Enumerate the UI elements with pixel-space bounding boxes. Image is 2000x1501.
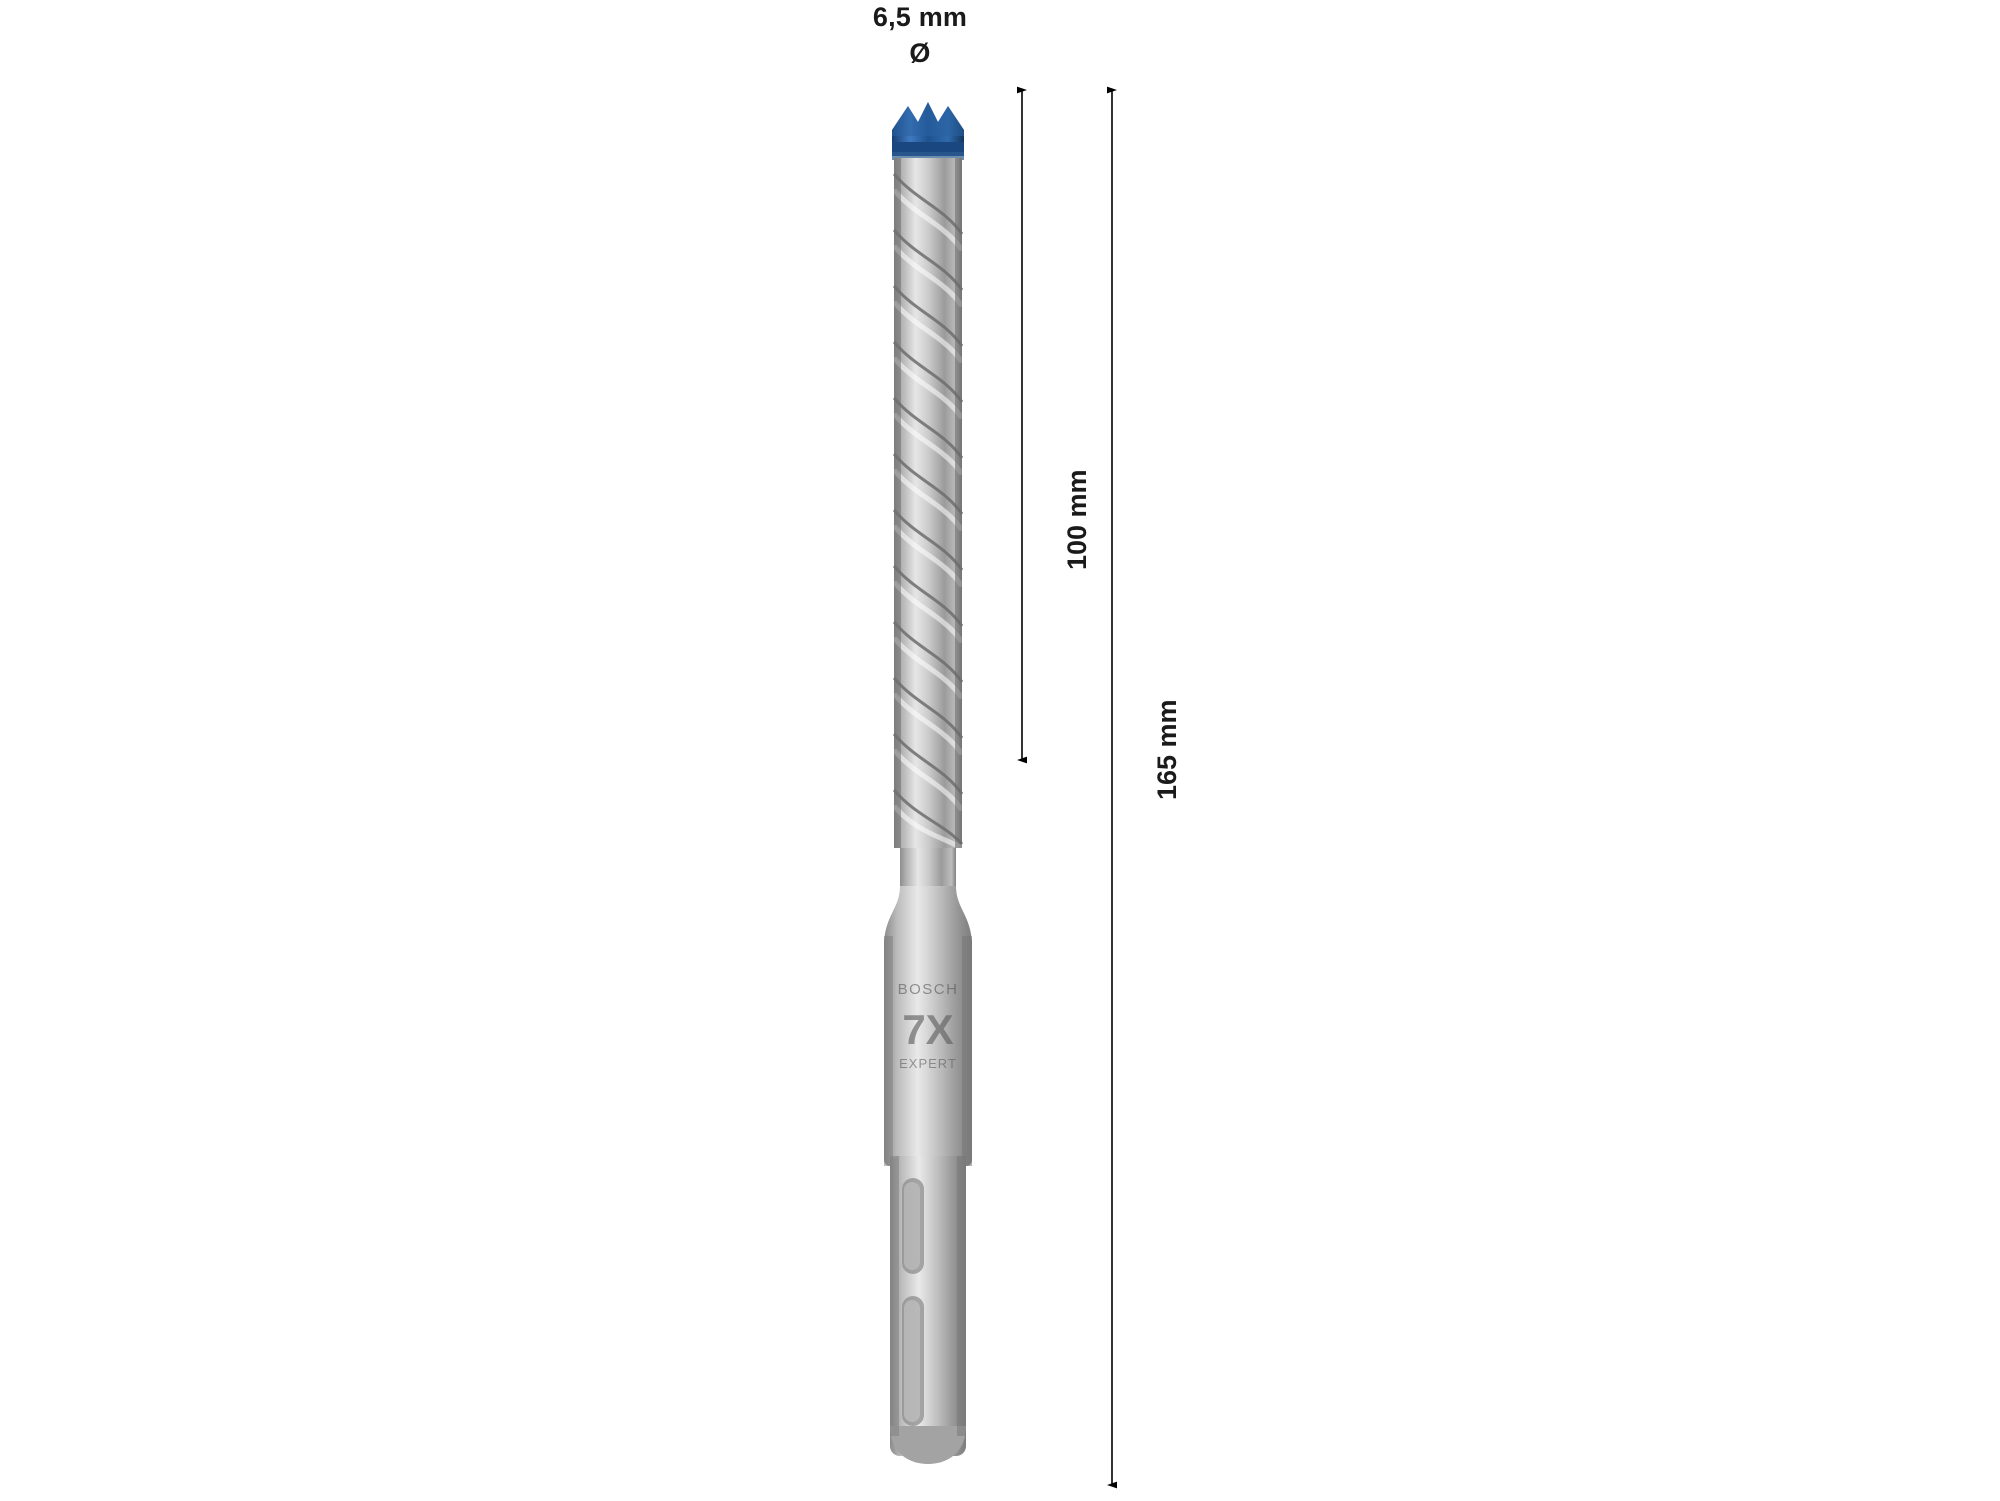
sds-plus-shank-end xyxy=(890,1156,966,1464)
carbide-tip xyxy=(892,102,964,160)
shank-branding xyxy=(898,981,959,1071)
dimension-label-working-length: 100 mm xyxy=(1062,469,1092,570)
dimension-label-total-length: 165 mm xyxy=(1152,699,1182,800)
diameter-value: 6,5 mm xyxy=(872,2,968,32)
svg-text:BOSCH: BOSCH xyxy=(897,981,959,998)
svg-text:EXPERT: EXPERT xyxy=(899,1056,957,1071)
bit-neck xyxy=(884,848,972,942)
drill-flute-body xyxy=(894,158,962,848)
diameter-label xyxy=(810,0,1030,71)
svg-text:7X: 7X xyxy=(902,1006,954,1053)
diameter-symbol-icon: Ø xyxy=(909,37,931,68)
shank-body xyxy=(884,936,972,1166)
